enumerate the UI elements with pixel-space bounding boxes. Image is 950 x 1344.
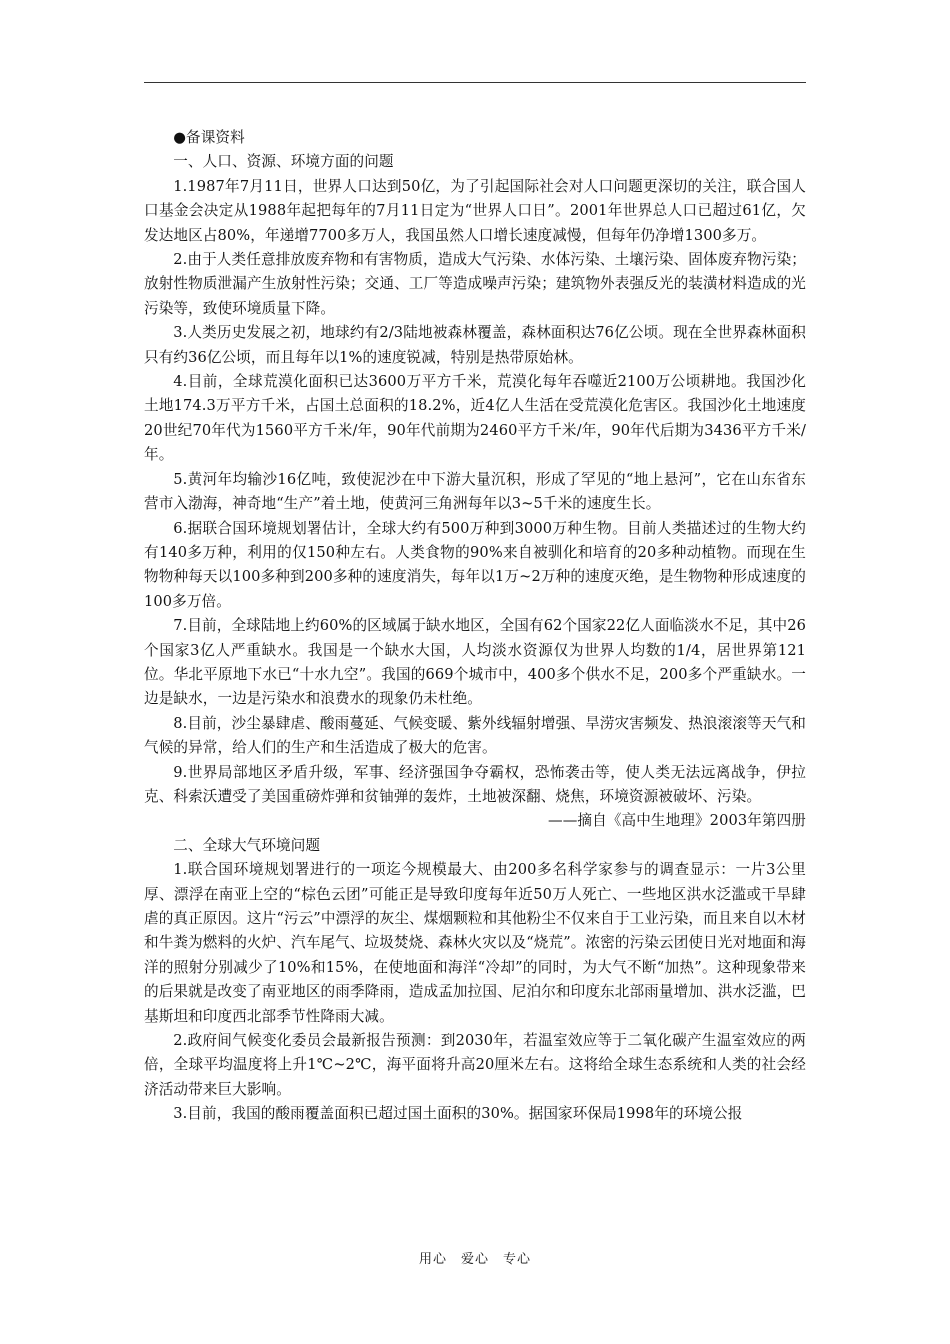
part1-item-8: 8.目前，沙尘暴肆虐、酸雨蔓延、气候变暖、紫外线辐射增强、旱涝灾害频发、热浪滚滚等天气和气候的异常，给人们的生产和生活造成了极大的危害。 [144, 714, 806, 757]
part1-source: ——摘自《高中生地理》2003年第四册 [548, 812, 806, 830]
part1-item-1: 1.1987年7月11日，世界人口达到50亿，为了引起国际社会对人口问题更深切的关注，联合国人口基金会决定从1988年起把每年的7月11日定为“世界人口日”。2001年世界总人口已超过61亿，欠发达地区占80%，年递增7700多万人，我国虽然人口增长速度减慢，但每年仍净增1300多万。 [144, 177, 806, 244]
part2-item-1: 1.联合国环境规划署进行的一项迄今规模最大、由200多名科学家参与的调查显示：一片3公里厚、漂浮在南亚上空的“棕色云团”可能正是导致印度每年近50万人死亡、一些地区洪水泛滥或干旱肆虐的真正原因。这片“污云”中漂浮的灰尘、煤烟颗粒和其他粉尘不仅来自于工业污染，而且来自以木材和牛粪为燃料的火炉、汽车尾气、垃圾焚烧、森林火灾以及“烧荒”。浓密的污染云团使日光对地面和海洋的照射分别减少了10%和15%，在使地面和海洋“冷却”的同时，为大气不断“加热”。这种现象带来的后果就是改变了南亚地区的雨季降雨，造成孟加拉国、尼泊尔和印度东北部雨量增加、洪水泛滥，巴基斯坦和印度西北部季节性降雨大减。 [144, 861, 806, 1025]
page-footer: 用心 爱心 专心 [418, 1252, 531, 1267]
document-body [144, 126, 806, 1127]
part2-heading: 二、全球大气环境问题 [173, 836, 321, 854]
part1-item-7: 7.目前，全球陆地上约60%的区域属于缺水地区，全国有62个国家22亿人面临淡水不足，其中26个国家3亿人严重缺水。我国是一个缺水大国，人均淡水资源仅为世界人均数的1/4，居世界第121位。华北平原地下水已“十水九空”。我国的669个城市中，400多个供水不足，200多个严重缺水。一边是缺水，一边是污染水和浪费水的现象仍未杜绝。 [144, 617, 806, 708]
part1-item-5: 5.黄河年均输沙16亿吨，致使泥沙在中下游大量沉积，形成了罕见的“地上悬河”，它在山东省东营市入渤海，神奇地“生产”着土地，使黄河三角洲每年以3~5千米的速度生长。 [144, 470, 806, 513]
part1-item-9: 9.世界局部地区矛盾升级，军事、经济强国争夺霸权，恐怖袭击等，使人类无法远离战争，伊拉克、科索沃遭受了美国重磅炸弹和贫铀弹的轰炸，土地被深翻、烧焦，环境资源被破坏、污染。 [144, 763, 806, 805]
header-rule [144, 82, 806, 83]
part1-item-4: 4.目前，全球荒漠化面积已达3600万平方千米，荒漠化每年吞噬近2100万公顷耕地。我国沙化土地174.3万平方千米，占国土总面积的18.2%，近4亿人生活在受荒漠化危害区。我国沙化土地速度20世纪70年代为1560平方千米/年，90年代前期为2460平方千米/年，90年代后期为3436平方千米/年。 [144, 373, 806, 464]
part2-item-2: 2.政府间气候变化委员会最新报告预测：到2030年，若温室效应等于二氧化碳产生温室效应的两倍，全球平均温度将上升1℃~2℃，海平面将升高20厘米左右。这将给全球生态系统和人类的社会经济活动带来巨大影响。 [144, 1032, 806, 1098]
part1-heading: 一、人口、资源、环境方面的问题 [173, 153, 394, 171]
part1-item-6: 6.据联合国环境规划署估计，全球大约有500万种到3000万种生物。目前人类描述过的生物大约有140多万种，利用的仅150种左右。人类食物的90%来自被驯化和培育的20多种动植物。而现在生物物种每天以100多种到200多种的速度消失，每年以1万~2万种的速度灭绝，是生物物种形成速度的100多万倍。 [144, 519, 806, 610]
section-label: ●备课资料 [173, 129, 245, 146]
part1-item-3: 3.人类历史发展之初，地球约有2/3陆地被森林覆盖，森林面积达76亿公顷。现在全世界森林面积只有约36亿公顷，而且每年以1%的速度锐减，特别是热带原始林。 [144, 324, 806, 366]
part1-item-2: 2.由于人类任意排放废弃物和有害物质，造成大气污染、水体污染、土壤污染、固体废弃物污染；放射性物质泄漏产生放射性污染；交通、工厂等造成噪声污染；建筑物外表强反光的装潢材料造成的光污染等，致使环境质量下降。 [144, 251, 806, 317]
part2-item-3: 3.目前，我国的酸雨覆盖面积已超过国土面积的30%。据国家环保局1998年的环境公报 [173, 1105, 743, 1123]
